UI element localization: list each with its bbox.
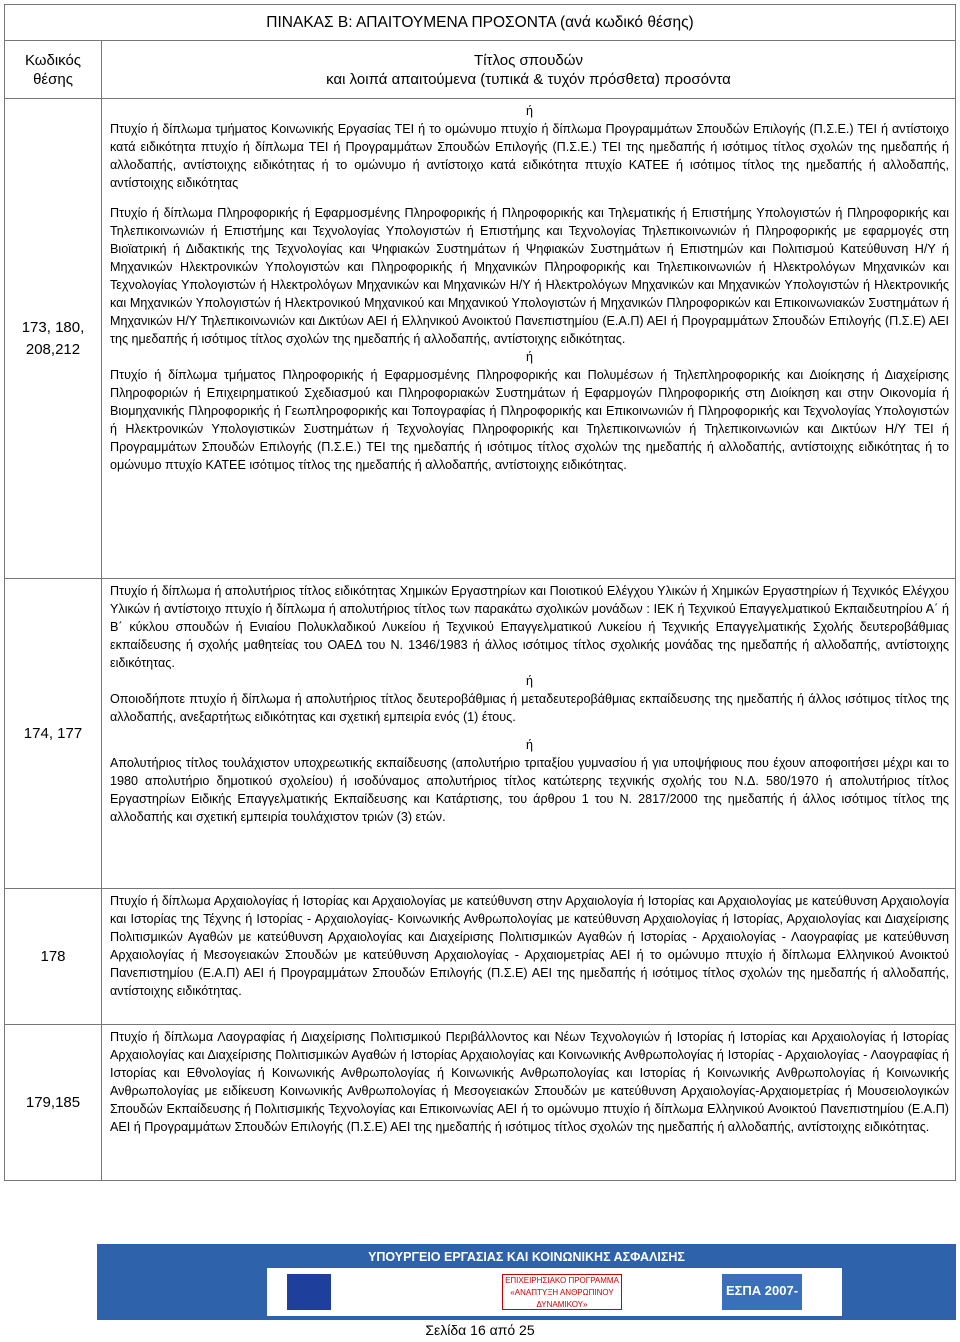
position-code-cell: 179,185 [5,1025,102,1181]
qualification-paragraph: Πτυχίο ή δίπλωμα τμήματος Κοινωνικής Εργασίας ΤΕΙ ή το ομώνυμο πτυχίο ή δίπλωμα Προγραμμάτων Σπουδών Επιλογής (Π.Σ.Ε.) ΤΕΙ ή αντίστοιχο κατά ειδικότητα πτυχίο ή δίπλωμα ΤΕΙ ή Προγραμμάτων Σπουδών Επιλογής (Π.Σ.Ε.) ΤΕΙ της ημεδαπής ή ισότιμος τίτλος σχολών της ημεδαπής ή αλλοδαπής, αντίστοιχης ειδικότητας ή το ομώνυμο ή αντίστοιχο κατά ειδικότητα πτυχίο ΚΑΤΕΕ ή ισότιμος τίτλος της ημεδαπής ή αλλοδαπής, αντίστοιχης ειδικότητας [110,122,949,190]
qualifications-cell [102,99,956,579]
or-separator: ή [525,674,533,688]
qualification-paragraph: Πτυχίο ή δίπλωμα Αρχαιολογίας ή Ιστορίας και Αρχαιολογίας με κατεύθυνση στην Αρχαιολογία ή Ιστορίας και Αρχαιολογίας με κατεύθυνση Αρχαιολογία και Ιστορίας της Τέχνης ή Ιστορίας - Αρχαιολογίας- Κοινωνικής Ανθρωπολογίας με κατεύθυνση Αρχαιολογίας ή Ιστορίας, Αρχαιολογίας και Διαχείρισης Πολιτισμικών Αγαθών με κατεύθυνση Αρχαιολογίας και Διαχείρισης Πολιτισμικών Αγαθών ή Ιστορίας - Αρχαιολογίας - Λαογραφίας με κατεύθυνση Αρχαιολογίας ή Μεσογειακών Σπουδών με κατεύθυνση Αρχαιολογίας - Αρχαιομετρίας ΑΕΙ ή το ομώνυμο πτυχίο ή δίπλωμα Ελληνικού Ανοικτού Πανεπιστημίου (Ε.Α.Π) ΑΕΙ ή Προγραμμάτων Σπουδών Επιλογής (Π.Σ.Ε) ΑΕΙ της ημεδαπής ή ισότιμος τίτλος σχολών της ημεδαπής ή αλλοδαπής, αντίστοιχης ειδικότητας. [110,894,949,998]
position-code-cell: 178 [5,889,102,1025]
position-code-cell: 174, 177 [5,579,102,889]
ministry-title: ΥΠΟΥΡΓΕΙΟ ΕΡΓΑΣΙΑΣ ΚΑΙ ΚΟΙΝΩΝΙΚΗΣ ΑΣΦΑΛΙΣΗΣ [368,1250,685,1264]
or-separator: ή [525,104,533,118]
qualifications-cell [102,889,956,1025]
eu-flag-icon [287,1274,331,1310]
qualifications-header-line2: και λοιπά απαιτούμενα (τυπικά & τυχόν πρόσθετα) προσόντα [326,70,731,88]
qualifications-header-line1: Τίτλος σπουδών [474,51,583,69]
position-code-header [5,41,102,99]
qualifications-header [102,41,956,99]
operational-programme-logo: ΕΠΙΧΕΙΡΗΣΙΑΚΟ ΠΡΟΓΡΑΜΜΑ «ΑΝΑΠΤΥΞΗ ΑΝΘΡΩΠΙΝΟΥ ΔΥΝΑΜΙΚΟΥ» [502,1274,622,1310]
espa-logo: ΕΣΠΑ 2007-2013 [722,1274,802,1310]
page-title: ΠΙΝΑΚΑΣ Β: ΑΠΑΙΤΟΥΜΕΝΑ ΠΡΟΣΟΝΤΑ (ανά κωδικό θέσης) [5,5,956,41]
document-page [4,4,956,1181]
position-code-cell: 173, 180, 208,212 [5,99,102,579]
qualification-paragraph: Πτυχίο ή δίπλωμα ή απολυτήριος τίτλος ειδικότητας Χημικών Εργαστηρίων και Ποιοτικού Ελέγχου Υλικών ή Χημικών Εργαστηρίων ή Τεχνικός Ελέγχου Υλικών ή αντίστοιχο πτυχίο ή δίπλωμα ή απολυτήριος τίτλος των παρακάτω σχολικών μονάδων : ΙΕΚ ή Τεχνικού Επαγγελματικού Εκπαιδευτηρίου Α΄ ή Β΄ κύκλου σπουδών ή Ενιαίου Πολυκλαδικού Λυκείου ή Τεχνικού Επαγγελματικού Λυκείου ή Τεχνικής Επαγγελματικής Σχολής δευτεροβάθμιας εκπαίδευσης ή σχολής μαθητείας του ΟΑΕΔ του Ν. 1346/1983 ή άλλος ισότιμος τίτλος σχολικής μονάδας της ημεδαπής ή αλλοδαπής, αντίστοιχης ειδικότητας. [110,584,949,670]
position-code-header-line2: θέσης [33,70,73,88]
or-separator: ή [525,738,533,752]
qualification-paragraph: Οποιοδήποτε πτυχίο ή δίπλωμα ή απολυτήριος τίτλος δευτεροβάθμιας ή μεταδευτεροβάθμιας εκπαίδευσης της ημεδαπής ή άλλος ισότιμος τίτλος της αλλοδαπής, ανεξαρτήτως ειδικότητας και σχετική εμπειρία ενός (1) έτους. [110,692,949,724]
qualification-paragraph: Πτυχίο ή δίπλωμα τμήματος Πληροφορικής ή Εφαρμοσμένης Πληροφορικής και Πολυμέσων ή Τηλεπληροφορικής και Διοίκησης ή Διαχείρισης Πληροφοριών ή Επιχειρηματικού Σχεδιασμού και Πληροφοριακών Συστημάτων ή Εφαρμογών Πληροφορικής στη Διοίκηση και στην Οικονομία ή Βιομηχανικής Πληροφορικής ή Γεωπληροφορικής και Τοπογραφίας ή Πληροφορικής και Επικοινωνιών ή Πληροφορικής και Τεχνολογίας Υπολογιστών ή Ηλεκτρονικών Υπολογιστικών Συστημάτων ή Τεχνολογίας Πληροφορικής και Τηλεπικοινωνιών ή Τηλεπικοινωνιών και Δικτύων Η/Υ ΤΕΙ ή Προγραμμάτων Σπουδών Επιλογής (Π.Σ.Ε.) ΤΕΙ της ημεδαπής ή ισότιμος τίτλος σχολών της ημεδαπής ή αλλοδαπής, αντίστοιχης ειδικότητας ή το ομώνυμο πτυχίο ΚΑΤΕΕ ισότιμος τίτλος της ημεδαπής ή αλλοδαπής, αντίστοιχης ειδικότητας. [110,368,949,472]
or-separator: ή [525,350,533,364]
qualification-paragraph: Απολυτήριος τίτλος τουλάχιστον υποχρεωτικής εκπαίδευσης (απολυτήριο τριταξίου γυμνασίου ή για υποψήφιους που έχουν αποφοιτήσει μέχρι και το 1980 απολυτήριο δημοτικού σχολείου) ή ισοδύναμος απολυτήριος τίτλος κατώτερης τεχνικής σχολής του Ν.Δ. 580/1970 ή απολυτήριος τίτλος Εργαστηρίων Ειδικής Επαγγελματικής Εκπαίδευσης και Κατάρτισης, του άρθρου 1 του Ν. 2817/2000 της ημεδαπής ή άλλος ισότιμος τίτλος της αλλοδαπής και σχετική εμπειρία τουλάχιστον τριών (3) ετών. [110,756,949,824]
requirements-table [4,4,956,1181]
position-code-header-line1: Κωδικός [24,51,82,69]
qualification-paragraph: Πτυχίο ή δίπλωμα Λαογραφίας ή Διαχείρισης Πολιτισμικού Περιβάλλοντος και Νέων Τεχνολογιών ή Ιστορίας ή Ιστορίας και Αρχαιολογίας ή Ιστορίας Αρχαιολογίας και Διαχείρισης Πολιτισμικών Αγαθών ή Ιστορίας Αρχαιολογίας και Κοινωνικής Ανθρωπολογίας ή Ιστορίας - Αρχαιολογίας - Λαογραφίας ή Ιστορίας και Εθνολογίας ή Κοινωνικής Ανθρωπολογίας ή Κοινωνικής Ανθρωπολογίας και Ιστορίας ή Κοινωνικής Ανθρωπολογίας ή Κοινωνικής Ανθρωπολογίας με ειδίκευση Κοινωνικής Ανθρωπολογίας ή Μεσογειακών Σπουδών με κατεύθυνση Αρχαιολογίας-Αρχαιομετρίας ή Μουσειολογικών Σπουδών Εκπαίδευσης ή Πολιτισμικής Τεχνολογίας και Επικοινωνίας ΑΕΙ ή το ομώνυμο πτυχίο ή δίπλωμα Ελληνικού Ανοικτού Πανεπιστημίου (Ε.Α.Π) ΑΕΙ ή Προγραμμάτων Σπουδών Επιλογής (Π.Σ.Ε) ΑΕΙ της ημεδαπής ή ισότιμος τίτλος σχολών της ημεδαπής ή αλλοδαπής, αντίστοιχης ειδικότητας. [110,1030,949,1134]
qualifications-cell [102,1025,956,1181]
qualifications-cell [102,579,956,889]
page-number: Σελίδα 16 από 25 [425,1322,535,1338]
qualification-paragraph: Πτυχίο ή δίπλωμα Πληροφορικής ή Εφαρμοσμένης Πληροφορικής ή Πληροφορικής και Τηλεματικής ή Επιστήμης Υπολογιστών ή Πληροφορικής και Τηλεπικοινωνιών ή Επιστήμης και Τεχνολογίας Υπολογιστών ή Επιστήμης και Τεχνολογίας Τηλεπικοινωνιών ή Πληροφορικής με εφαρμογές στη Βιοϊατρική ή Διδακτικής της Τεχνολογίας και Ψηφιακών Συστημάτων ή Ψηφιακών Συστημάτων ή Επιστημών και Πολιτισμού Κατεύθυνση Η/Υ ή Μηχανικών Ηλεκτρονικών Υπολογιστών και Πληροφορικής ή Μηχανικών Πληροφορικής και Τηλεπικοινωνιών ή Ηλεκτρολόγων Μηχανικών και Τεχνολογίας Υπολογιστών ή Ηλεκτρολόγων Μηχανικών και Μηχανικών Η/Υ ή Ηλεκτρολόγων Μηχανικών και Μηχανικών Υπολογιστών ή Ηλεκτρονικής και Μηχανικών Υπολογιστών ή Ηλεκτρονικού Μηχανικού και Μηχανικού Υπολογιστών ή Μηχανικών Πληροφορικών και Επικοινωνιακών Συστημάτων ή Μηχανικών Η/Υ Τηλεπικοινωνιών και Δικτύων ΑΕΙ ή Ελληνικού Ανοικτού Πανεπιστημίου (Ε.Α.Π) ΑΕΙ ή Προγραμμάτων Σπουδών Επιλογής (Π.Σ.Ε) ΑΕΙ της ημεδαπής ή ισότιμος τίτλος σχολών της ημεδαπής ή αλλοδαπής, αντίστοιχης ειδικότητας. [110,206,949,346]
